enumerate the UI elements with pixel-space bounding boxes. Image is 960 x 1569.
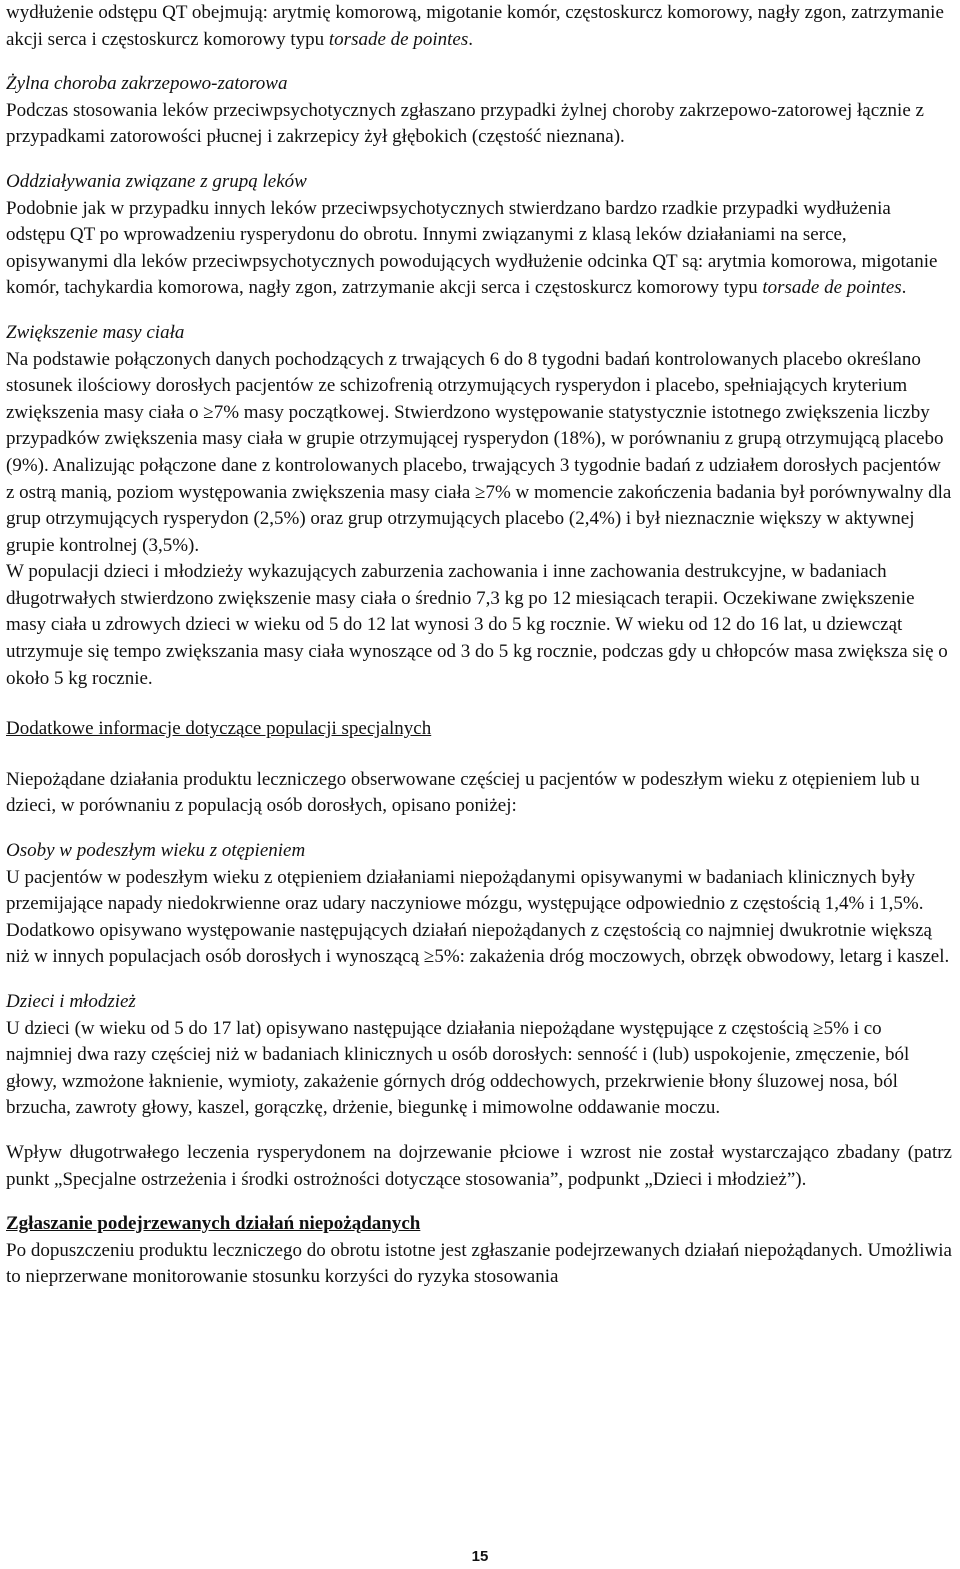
page-number: 15 <box>471 1548 489 1565</box>
document-page <box>6 0 952 1291</box>
reporting-heading: Zgłaszanie podejrzewanych działań niepożądanych <box>6 1213 421 1235</box>
spacer <box>6 971 952 989</box>
spacer <box>6 743 952 767</box>
children-heading: Dzieci i młodzież <box>6 991 136 1012</box>
spacer <box>6 1193 952 1211</box>
weight-gain-paragraph-1: Na podstawie połączonych danych pochodzących z trwających 6 do 8 tygodni badań kontrolowanych placebo określano stosunek ilościowy dorosłych pacjentów ze schizofrenią otrzymujących rysperydon i placebo, spełniających kryterium zwiększenia masy ciała o ≥7% masy początkowej. Stwierdzono występowanie statystycznie istotnego zwiększenia liczby przypadków zwiększenia masy ciała w grupie otrzymującej rysperydon (18%), w porównaniu z grupą otrzymującą placebo (9%). Analizując połączone dane z kontrolowanych placebo, trwających 3 tygodnie badań z udziałem dorosłych pacjentów z ostrą manią, poziom występowania zwiększenia masy ciała ≥7% w momencie zakończenia badania był porównywalny dla grup otrzymujących rysperydon (2,5%) oraz grup otrzymujących placebo (2,4%) i był nieznacznie większy w aktywnej grupie kontrolnej (3,5%). <box>6 348 952 556</box>
spacer <box>6 302 952 320</box>
intro-text: wydłużenie odstępu QT obejmują: arytmię komorową, migotanie komór, częstoskurcz komorowy, nagły zgon, zatrzymanie akcji serca i częstoskurcz komorowy typu <box>6 2 944 50</box>
intro-text-end: . <box>468 28 473 50</box>
spacer <box>6 151 952 169</box>
spacer <box>6 1122 952 1140</box>
intro-term: torsade de pointes <box>328 28 469 50</box>
children-paragraph: U dzieci (w wieku od 5 do 17 lat) opisywano następujące działania niepożądane występujące z częstością ≥5% i co najmniej dwa razy częściej niż w badaniach klinicznych u osób dorosłych: senność i (lub) uspokojenie, zmęczenie, ból głowy, wzmożone łaknienie, wymioty, zakażenie górnych dróg oddechowych, przekrwienie błony śluzowej nosa, ból brzucha, zawroty głowy, kaszel, gorączkę, drżenie, biegunkę i mimowolne oddawanie moczu. <box>6 1017 910 1119</box>
spacer <box>6 53 952 71</box>
spacer <box>6 692 952 716</box>
weight-gain-paragraph-2: W populacji dzieci i młodzieży wykazujących zaburzenia zachowania i inne zachowania destrukcyjne, w badaniach długotrwałych stwierdzono zwiększenie masy ciała o średnio 7,3 kg po 12 miesiącach terapii. Oczekiwane zwiększenie masy ciała u zdrowych dzieci w wieku od 5 do 12 lat wynosi 3 do 5 kg rocznie. W wieku od 12 do 16 lat, u dziewcząt utrzymuje się tempo zwiększania masy ciała wynoszące od 3 do 5 kg rocznie, podczas gdy u chłopców masa zwiększa się o około 5 kg rocznie. <box>6 561 948 689</box>
vte-paragraph: Podczas stosowania leków przeciwpsychotycznych zgłaszano przypadki żylnej choroby zakrzepowo-zatorowej łącznie z przypadkami zatorowości płucnej i zakrzepicy żył głębokich (częstość nieznana). <box>6 99 924 148</box>
class-effects-paragraph <box>6 196 952 302</box>
vte-heading: Żylna choroba zakrzepowo-zatorowa <box>6 73 288 95</box>
special-populations-intro: Niepożądane działania produktu leczniczego obserwowane częściej u pacjentów w podeszłym wieku z otępieniem lub u dzieci, w porównaniu z populacją osób dorosłych, opisano poniżej: <box>6 768 920 817</box>
elderly-paragraph: U pacjentów w podeszłym wieku z otępieniem działaniami niepożądanymi opisywanymi w badaniach klinicznych były przemijające napady niedokrwienne oraz udary naczyniowe mózgu, występujące odpowiednio z częstością 1,4% i 1,5%. Dodatkowo opisywano występowanie następujących działań niepożądanych z częstością co najmniej dwukrotnie większą niż w innych populacjach osób dorosłych i wynoszącą ≥5%: zakażenia dróg moczowych, obrzęk obwodowy, letarg i kaszel. <box>6 866 950 968</box>
elderly-heading: Osoby w podeszłym wieku z otępieniem <box>6 840 306 862</box>
class-effects-text: Podobnie jak w przypadku innych leków przeciwpsychotycznych stwierdzano bardzo rzadkie przypadki wydłużenia odstępu QT po wprowadzeniu rysperydonu do obrotu. Innymi związanymi z klasą leków działaniami na serce, opisywanymi dla leków przeciwpsychotycznych powodujących wydłużenie odcinka QT są: arytmia komorowa, migotanie komór, tachykardia komorowa, nagły zgon, zatrzymanie akcji serca i częstoskurcz komorowy typu <box>6 197 938 299</box>
intro-paragraph <box>6 0 952 53</box>
class-effects-term: torsade de pointes <box>762 277 902 299</box>
maturation-paragraph: Wpływ długotrwałego leczenia rysperydonem na dojrzewanie płciowe i wzrost nie został wystarczająco zbadany (patrz punkt „Specjalne ostrzeżenia i środki ostrożności dotyczące stosowania”, podpunkt „Dzieci i młodzież”). <box>6 1141 952 1190</box>
spacer <box>6 820 952 838</box>
weight-gain-heading: Zwiększenie masy ciała <box>6 321 185 343</box>
class-effects-text-end: . <box>901 277 907 299</box>
reporting-paragraph: Po dopuszczeniu produktu leczniczego do obrotu istotne jest zgłaszanie podejrzewanych działań niepożądanych. Umożliwia to nieprzerwane monitorowanie stosunku korzyści do ryzyka stosowania <box>6 1239 952 1288</box>
special-populations-heading: Dodatkowe informacje dotyczące populacji specjalnych <box>6 718 432 740</box>
class-effects-heading: Oddziaływania związane z grupą leków <box>6 170 307 192</box>
